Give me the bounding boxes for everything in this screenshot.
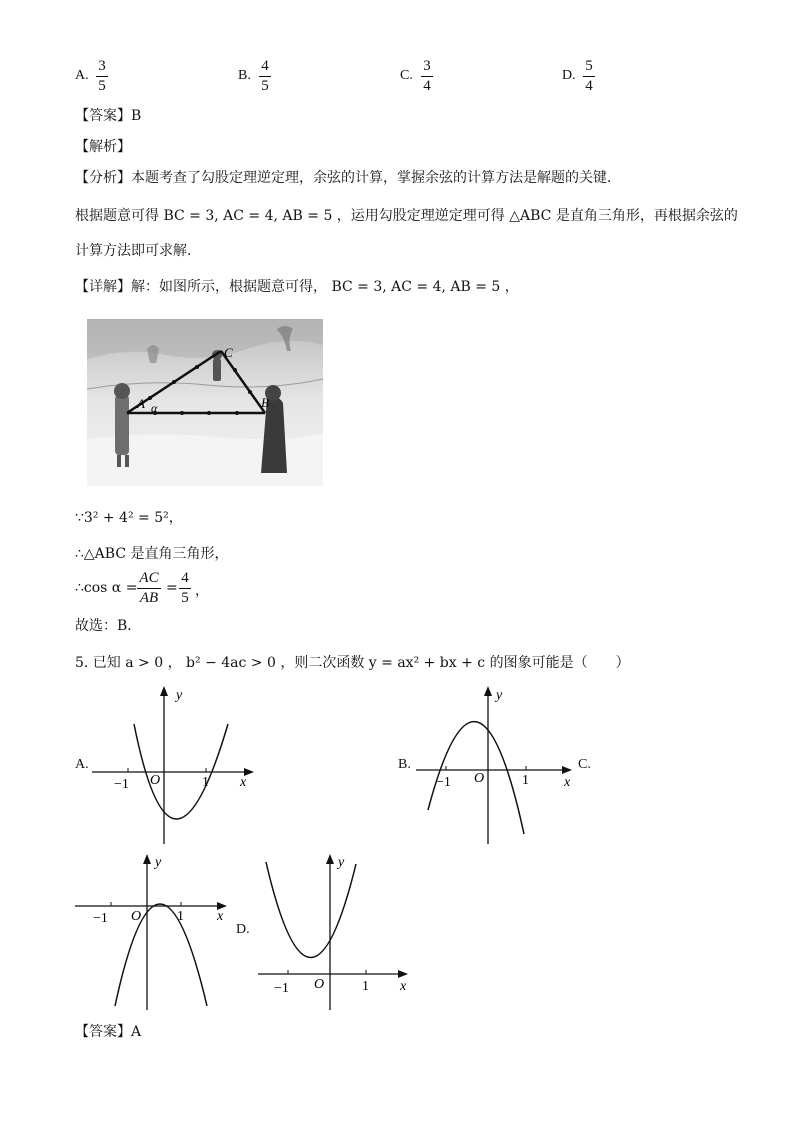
vertex-c-label: C bbox=[224, 345, 233, 360]
option-b-letter: B. bbox=[238, 68, 251, 83]
graph-c-x-label: x bbox=[217, 909, 224, 924]
answer-1: 【答案】B bbox=[75, 108, 142, 124]
analysis-heading: 【解析】 bbox=[75, 139, 131, 155]
graph-b-y-label: y bbox=[496, 688, 503, 703]
graph-b-origin-label: O bbox=[474, 771, 485, 786]
question-5: 5. 已知 a > 0 ， b² − 4ac > 0 ，则二次函数 y = ax² + bx + c 的图象可能是（ ） bbox=[75, 655, 630, 671]
graph-b-x-label: x bbox=[564, 775, 571, 790]
graph-a-neg1-label: −1 bbox=[114, 777, 129, 792]
vertex-a-label: A bbox=[137, 396, 145, 411]
step-1: ∵3² + 4² = 5²， bbox=[75, 510, 183, 526]
graph-c-pos1-label: 1 bbox=[177, 909, 184, 924]
graph-a-origin-label: O bbox=[150, 773, 161, 788]
step-3-fraction-1: AC AB bbox=[137, 570, 161, 607]
graph-a-y-label: y bbox=[176, 688, 183, 703]
graph-option-a-label: A. bbox=[75, 757, 89, 772]
graph-b-pos1-label: 1 bbox=[522, 773, 529, 788]
option-a-fraction: 3 5 bbox=[96, 58, 108, 95]
graph-option-d-label: D. bbox=[236, 922, 250, 937]
graph-d-pos1-label: 1 bbox=[362, 979, 369, 994]
graph-d-x-label: x bbox=[400, 979, 407, 994]
illustration-svg bbox=[87, 319, 323, 486]
option-d-fraction: 5 4 bbox=[583, 58, 595, 95]
graph-a-pos1-label: 1 bbox=[202, 775, 209, 790]
step-3-fraction-2: 4 5 bbox=[179, 570, 191, 607]
option-d-letter: D. bbox=[562, 68, 576, 83]
answer-2: 【答案】A bbox=[75, 1024, 142, 1040]
analysis-fenxi: 【分析】本题考查了勾股定理逆定理，余弦的计算，掌握余弦的计算方法是解题的关键． bbox=[75, 170, 621, 186]
graph-b bbox=[416, 684, 581, 844]
step-2: ∴△ABC 是直角三角形， bbox=[75, 546, 229, 562]
alpha-label: α bbox=[151, 401, 158, 415]
graph-c bbox=[75, 852, 235, 1012]
graph-option-b-label: B. bbox=[398, 757, 411, 772]
step-3-prefix: ∴cos α = bbox=[75, 580, 138, 596]
graph-a bbox=[92, 684, 262, 844]
explain-line-1: 根据题意可得 BC = 3, AC = 4, AB = 5 ，运用勾股定理逆定理可得 △ABC 是直角三角形，再根据余弦的 bbox=[75, 208, 738, 224]
graph-c-neg1-label: −1 bbox=[93, 911, 108, 926]
graph-d-y-label: y bbox=[338, 855, 345, 870]
detail-line: 【详解】解：如图所示，根据题意可得， BC = 3, AC = 4, AB = 5 ， bbox=[75, 279, 519, 295]
graph-c-origin-label: O bbox=[131, 909, 142, 924]
triangle-illustration bbox=[87, 319, 323, 486]
choose-line: 故选：B． bbox=[75, 618, 142, 634]
explain-line-2: 计算方法即可求解． bbox=[75, 243, 201, 259]
graph-d-origin-label: O bbox=[314, 977, 325, 992]
graph-d-neg1-label: −1 bbox=[274, 981, 289, 996]
option-a-letter: A. bbox=[75, 68, 89, 83]
option-b-fraction: 4 5 bbox=[259, 58, 271, 95]
graph-b-neg1-label: −1 bbox=[436, 775, 451, 790]
option-c-letter: C. bbox=[400, 68, 413, 83]
graph-a-x-label: x bbox=[240, 775, 247, 790]
option-c-fraction: 3 4 bbox=[421, 58, 433, 95]
graph-c-y-label: y bbox=[155, 855, 162, 870]
step-3-suffix: ， bbox=[195, 583, 209, 599]
graph-d bbox=[258, 852, 418, 1012]
graph-option-c-label: C. bbox=[578, 757, 591, 772]
vertex-b-label: B bbox=[261, 395, 269, 410]
